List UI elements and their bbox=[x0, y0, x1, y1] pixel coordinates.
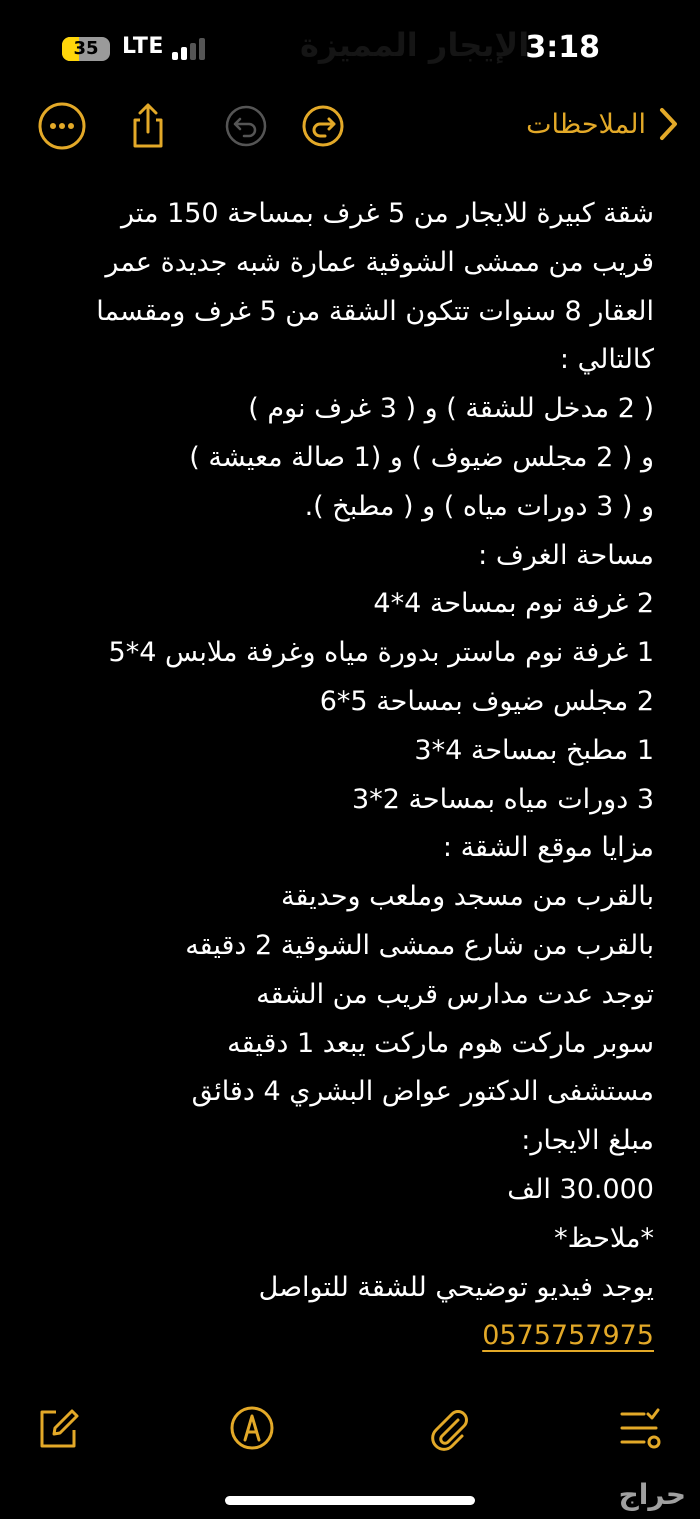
status-bar bbox=[0, 0, 700, 96]
note-line: شقة كبيرة للايجار من 5 غرف بمساحة 150 متر bbox=[120, 198, 654, 229]
note-line: مزايا موقع الشقة : bbox=[442, 832, 654, 864]
note-line: توجد عدت مدارس قريب من الشقه bbox=[256, 978, 654, 1010]
note-line: يوجد فيديو توضيحي للشقة للتواصل bbox=[258, 1271, 654, 1303]
note-line: كالتالي : bbox=[559, 344, 654, 376]
note-line: 3 دورات مياه بمساحة 2*3 bbox=[352, 783, 654, 815]
note-line: 1 غرفة نوم ماستر بدورة مياه وغرفة ملابس 4*5 bbox=[108, 637, 654, 669]
back-label: الملاحظات bbox=[526, 108, 646, 140]
phone-line bbox=[34, 1312, 654, 1361]
note-line: مساحة الغرف : bbox=[478, 539, 654, 571]
note-line: العقار 8 سنوات تتكون الشقة من 5 غرف ومقسما bbox=[96, 295, 654, 327]
note-line: بالقرب من مسجد وملعب وحديقة bbox=[281, 881, 654, 913]
watermark-logo: حراج bbox=[618, 1478, 686, 1511]
battery-level: 35 bbox=[73, 38, 99, 59]
note-line: 1 مطبخ بمساحة 4*3 bbox=[414, 734, 654, 766]
markup-icon[interactable] bbox=[228, 1404, 276, 1452]
home-indicator[interactable] bbox=[225, 1496, 475, 1505]
attachment-icon[interactable] bbox=[424, 1404, 472, 1452]
note-line: *ملاحظ* bbox=[554, 1222, 654, 1254]
toolbar bbox=[0, 96, 700, 156]
compose-icon[interactable] bbox=[34, 1404, 82, 1452]
chevron-right-icon bbox=[656, 106, 680, 142]
checklist-icon[interactable] bbox=[616, 1404, 664, 1452]
note-line: مبلغ الايجار: bbox=[521, 1125, 654, 1157]
note-line: 2 غرفة نوم بمساحة 4*4 bbox=[373, 588, 654, 620]
note-line: ( 2 مدخل للشقة ) و ( 3 غرف نوم ) bbox=[248, 393, 654, 425]
note-line: قريب من ممشى الشوقية عمارة شبه جديدة عمر bbox=[105, 246, 654, 278]
back-to-notes-button[interactable] bbox=[526, 104, 680, 144]
note-line: 2 مجلس ضيوف بمساحة 5*6 bbox=[319, 685, 654, 717]
network-type: LTE bbox=[122, 34, 164, 59]
ghost-title: الإيجار المميزة bbox=[300, 26, 530, 64]
share-icon[interactable] bbox=[122, 100, 174, 152]
redo-icon[interactable] bbox=[297, 100, 349, 152]
note-line: و ( 2 مجلس ضيوف ) و (1 صالة معيشة ) bbox=[189, 441, 654, 473]
signal-icon bbox=[172, 38, 208, 60]
bottom-toolbar bbox=[0, 1398, 700, 1458]
more-icon[interactable] bbox=[36, 100, 88, 152]
note-line: بالقرب من شارع ممشى الشوقية 2 دقيقه bbox=[185, 929, 654, 961]
phone-link[interactable]: 0575757975 bbox=[482, 1320, 654, 1352]
note-body[interactable] bbox=[34, 190, 654, 1361]
undo-icon[interactable] bbox=[220, 100, 272, 152]
status-time: 3:18 bbox=[525, 30, 600, 65]
note-line: سوبر ماركت هوم ماركت يبعد 1 دقيقه bbox=[227, 1027, 654, 1059]
note-line: و ( 3 دورات مياه ) و ( مطبخ ). bbox=[304, 490, 654, 522]
note-line: مستشفى الدكتور عواض البشري 4 دقائق bbox=[191, 1076, 654, 1108]
battery-icon bbox=[62, 37, 110, 61]
note-line: 30.000 الف bbox=[507, 1173, 654, 1205]
